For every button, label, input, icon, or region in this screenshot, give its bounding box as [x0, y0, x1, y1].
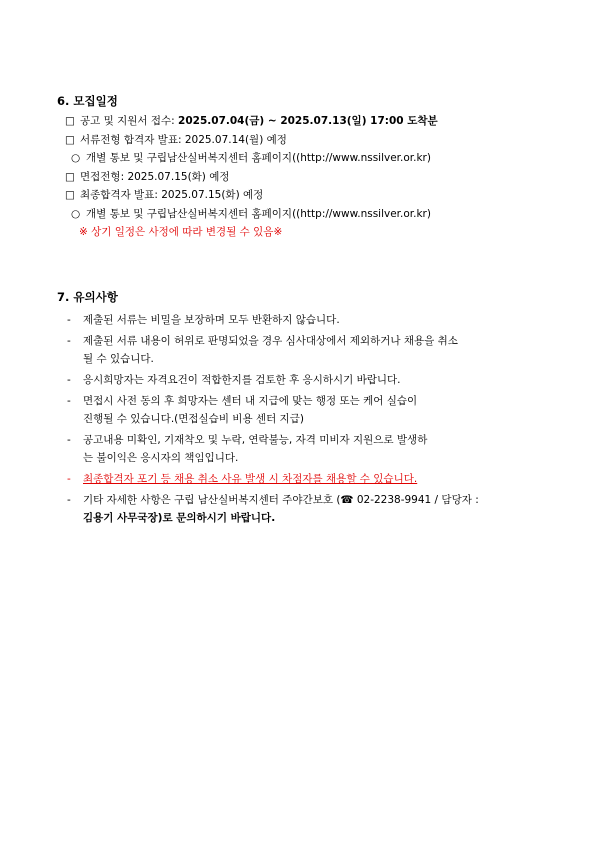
checkbox-bullet-icon: □ [65, 115, 75, 127]
circle-bullet-icon: ○ [71, 207, 81, 220]
checkbox-bullet-icon: □ [65, 189, 75, 201]
precaution-item: - 응시희망자는 자격요건이 적합한지를 검토한 후 응시하시기 바랍니다. [67, 374, 401, 386]
checkbox-bullet-icon: □ [65, 170, 75, 183]
precaution-item-contact: - 기타 자세한 사항은 구립 남산실버복지센터 주야간보호 (☎ 02-2238-9941 / 담당자 : 김용기 사무국장)로 문의하시기 바랍니다. [67, 494, 479, 524]
precaution-item: - 공고내용 미확인, 기재착오 및 누락, 연락불능, 자격 미비자 지원으로 발생하 는 불이익은 응시자의 책임입니다. [67, 434, 428, 464]
schedule-subitem-notice: ○ 개별 통보 및 구립남산실버복지센터 홈페이지((http://www.nssilver.or.kr) [57, 149, 547, 168]
schedule-item-document-result: □ 서류전형 합격자 발표: 2025.07.14(월) 예정 [57, 131, 547, 150]
section-title: 7. 유의사항 [57, 290, 118, 304]
precaution-item: - 제출된 서류 내용이 허위로 판명되었을 경우 심사대상에서 제외하거나 채용을 취소 될 수 있습니다. [67, 335, 458, 365]
checkbox-bullet-icon: □ [65, 133, 75, 146]
schedule-item-application: □ 공고 및 지원서 접수: 2025.07.04(금) ~ 2025.07.13(일) 17:00 도착분 [57, 112, 547, 131]
schedule-change-note: ※ 상기 일정은 사정에 따라 변경될 수 있음※ [79, 226, 283, 238]
schedule-item-interview: □ 면접전형: 2025.07.15(화) 예정 [57, 168, 547, 187]
precaution-item: - 면접시 사전 동의 후 희망자는 센터 내 지급에 맞는 행정 또는 케어 실습이 진행될 수 있습니다.(면접실습비 비용 센터 지급) [67, 395, 418, 425]
schedule-item-final-result: □ 최종합격자 발표: 2025.07.15(화) 예정 [57, 186, 547, 205]
precaution-item-cancellation-warning: - 최종합격자 포기 등 채용 취소 사유 발생 시 차점자를 채용할 수 있습니다. [67, 473, 418, 485]
circle-bullet-icon: ○ [71, 152, 81, 164]
schedule-subitem-notice: ○ 개별 통보 및 구립남산실버복지센터 홈페이지((http://www.nssilver.or.kr) [57, 205, 547, 224]
section-recruitment-schedule [57, 92, 547, 242]
precaution-item: - 제출된 서류는 비밀을 보장하며 모두 반환하지 않습니다. [67, 314, 340, 326]
section-precautions [57, 288, 547, 530]
section-title: 6. 모집일정 [57, 94, 118, 108]
